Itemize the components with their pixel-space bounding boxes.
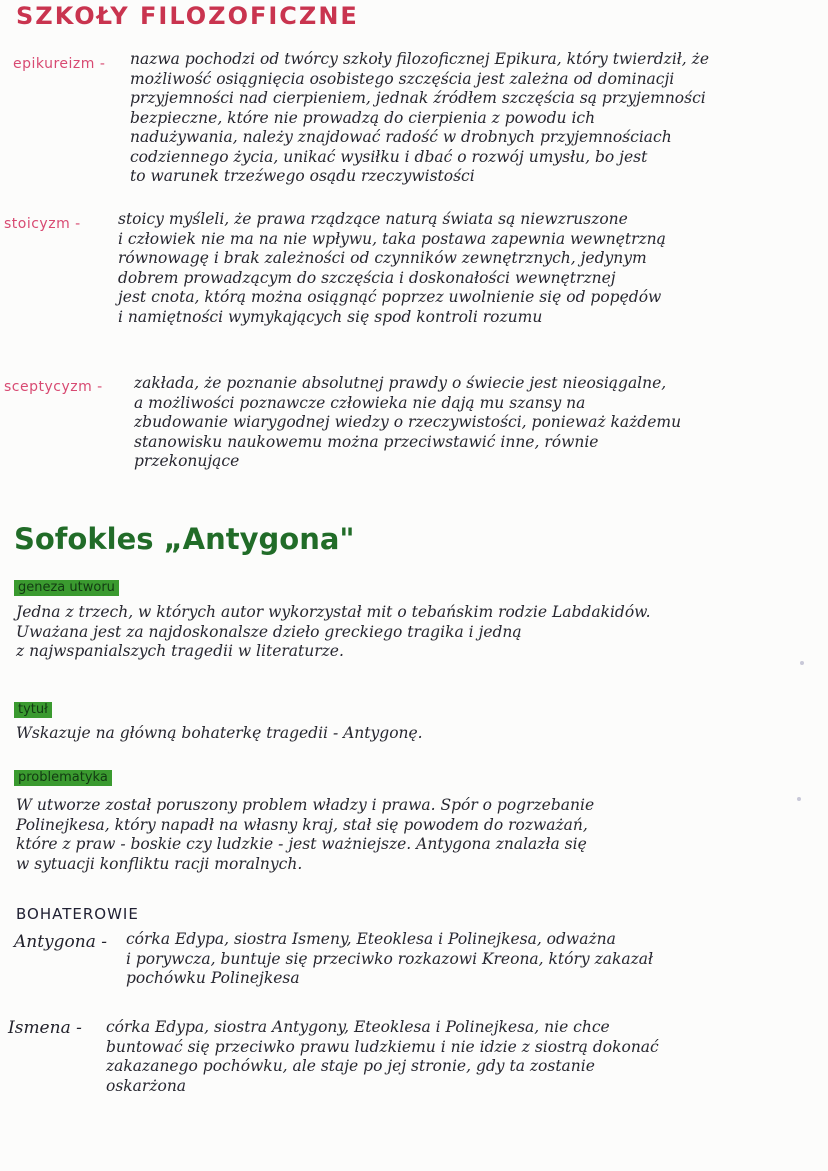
characters-heading: BOHATEROWIE	[16, 905, 139, 923]
text-line: Jedna z trzech, w których autor wykorzystał mit o tebańskim rodzie Labdakidów.	[16, 603, 651, 621]
text-line: oskarżona	[106, 1076, 187, 1095]
term-stoicyzm: stoicyzm -	[4, 216, 81, 232]
text-line: zakłada, że poznanie absolutnej prawdy o świecie jest nieosiągalne,	[134, 374, 667, 392]
text-line: i porywcza, buntuje się przeciwko rozkazowi Kreona, który zakazał	[126, 949, 654, 968]
section-tytul-text	[16, 724, 423, 744]
text-line: a możliwości poznawcze człowieka nie dają mu szansy na	[134, 393, 586, 412]
text-line: nazwa pochodzi od twórcy szkoły filozoficznej Epikura, który twierdził, że	[130, 50, 710, 68]
text-line: W utworze został poruszony problem władzy i prawa. Spór o pogrzebanie	[16, 796, 595, 814]
text-line: z najwspanialszych tragedii w literaturze.	[16, 642, 344, 660]
text-line: stoicy myśleli, że prawa rządzące naturą świata są niewzruszone	[118, 210, 628, 228]
text-line: przyjemności nad cierpieniem, jednak źródłem szczęścia są przyjemności	[130, 89, 706, 107]
page-title: SZKOŁY FILOZOFICZNE	[16, 2, 359, 30]
text-line: to warunek trzeźwego osądu rzeczywistości	[130, 167, 475, 185]
text-line: stanowisku naukowemu można przeciwstawić inne, równie	[134, 432, 599, 451]
character-name-antygona: Antygona -	[14, 932, 108, 952]
text-line: w sytuacji konfliktu racji moralnych.	[16, 854, 303, 873]
text-line: bezpieczne, które nie prowadzą do cierpienia z powodu ich	[130, 108, 596, 127]
character-description-antygona	[126, 930, 653, 989]
character-name-ismena: Ismena -	[8, 1018, 82, 1038]
highlighted-heading: problematyka	[14, 770, 112, 786]
definition-sceptycyzm	[134, 374, 681, 472]
text-line: i namiętności wymykających się spod kontroli rozumu	[118, 307, 543, 326]
character-description-ismena	[106, 1018, 659, 1096]
text-line: pochówku Polinejkesa	[126, 969, 300, 987]
text-line: Uważana jest za najdoskonalsze dzieło greckiego tragika i jedną	[16, 622, 522, 641]
highlighted-heading: tytuł	[14, 702, 52, 718]
definition-epikureizm	[130, 50, 709, 187]
section-problematyka-text	[16, 796, 594, 874]
text-line: które z praw - boskie czy ludzkie - jest ważniejsze. Antygona znalazła się	[16, 835, 587, 853]
text-line: równowagę i brak zależności od czynników zewnętrznych, jedynym	[118, 249, 647, 267]
section-heading-problematyka	[14, 766, 112, 786]
text-line: nadużywania, należy znajdować radość w drobnych przyjemnościach	[130, 128, 672, 146]
text-line: córka Edypa, siostra Antygony, Eteoklesa i Polinejkesa, nie chce	[106, 1018, 610, 1036]
section-geneza-text	[16, 603, 651, 662]
text-line: dobrem prowadzącym do szczęścia i doskonałości wewnętrznej	[118, 268, 616, 287]
definition-stoicyzm	[118, 210, 666, 327]
text-line: córka Edypa, siostra Ismeny, Eteoklesa i Polinejkesa, odważna	[126, 930, 616, 948]
text-line: buntować się przeciwko prawu ludzkiemu i nie idzie z siostrą dokonać	[106, 1037, 659, 1056]
term-epikureizm: epikureizm -	[13, 56, 106, 72]
text-line: przekonujące	[134, 452, 240, 470]
text-line: Polinejkesa, który napadł na własny kraj, stał się powodem do rozważań,	[16, 815, 588, 834]
section-heading-tytul	[14, 698, 52, 718]
text-line: zbudowanie wiarygodnej wiedzy o rzeczywistości, ponieważ każdemu	[134, 413, 682, 431]
page-speck	[797, 797, 801, 801]
text-line: możliwość osiągnięcia osobistego szczęścia jest zależna od dominacji	[130, 69, 675, 88]
highlighted-heading: geneza utworu	[14, 580, 119, 596]
text-line: codziennego życia, unikać wysiłku i dbać o rozwój umysłu, bo jest	[130, 147, 648, 166]
section-heading-geneza	[14, 576, 119, 596]
page-speck	[800, 661, 804, 665]
text-line: zakazanego pochówku, ale staje po jej stronie, gdy ta zostanie	[106, 1057, 595, 1075]
text-line: Wskazuje na główną bohaterkę tragedii - Antygonę.	[16, 724, 423, 742]
term-sceptycyzm: sceptycyzm -	[4, 379, 103, 395]
work-title: Sofokles „Antygona"	[14, 522, 355, 556]
text-line: jest cnota, którą można osiągnąć poprzez uwolnienie się od popędów	[118, 288, 662, 306]
text-line: i człowiek nie ma na nie wpływu, taka postawa zapewnia wewnętrzną	[118, 229, 666, 248]
